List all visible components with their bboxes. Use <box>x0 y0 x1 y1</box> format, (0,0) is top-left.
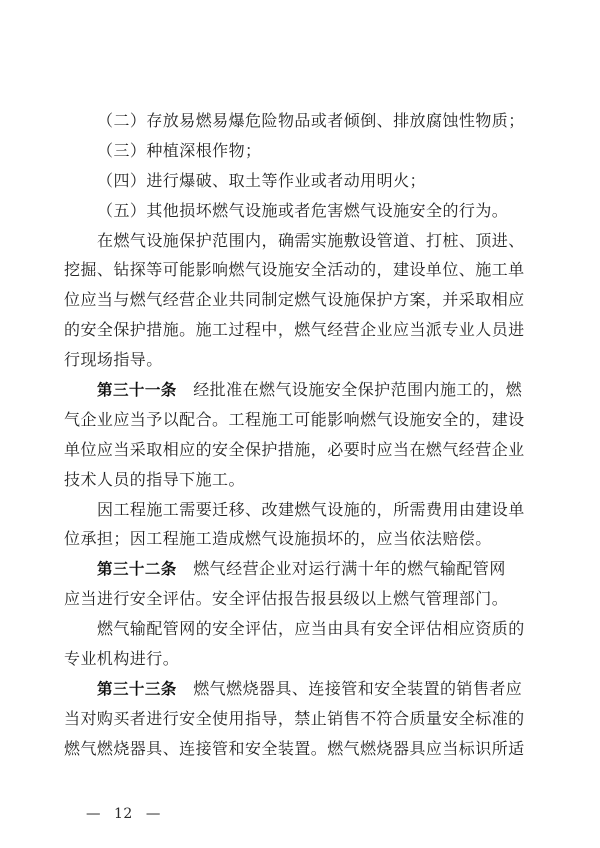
text-line <box>64 196 530 226</box>
line-text: 的安全保护措施。施工过程中，燃气经营企业应当派专业人员进 <box>64 320 525 340</box>
text-line <box>64 554 530 584</box>
text-line <box>64 584 530 614</box>
page-footer <box>86 806 161 822</box>
line-text: （四）进行爆破、取土等作业或者动用明火； <box>97 170 427 190</box>
text-line <box>64 644 530 674</box>
text-line <box>64 524 530 554</box>
line-text: 当对购买者进行安全使用指导，禁止销售不符合质量安全标准的 <box>64 708 525 728</box>
article-number-label: 第三十一条 <box>97 381 177 400</box>
line-text: 因工程施工需要迁移、改建燃气设施的，所需费用由建设单 <box>97 499 525 519</box>
line-text: 行现场指导。 <box>64 350 163 370</box>
text-line <box>64 345 530 375</box>
text-line <box>64 226 530 256</box>
text-line <box>64 465 530 495</box>
line-text: 技术人员的指导下施工。 <box>64 469 245 489</box>
page-number: 12 <box>114 806 133 822</box>
line-text: 挖掘、钻探等可能影响燃气设施安全活动的，建设单位、施工单 <box>64 260 525 280</box>
line-text: 应当进行安全评估。安全评估报告报县级以上燃气管理部门。 <box>64 589 509 609</box>
line-text: 位应当与燃气经营企业共同制定燃气设施保护方案，并采取相应 <box>64 290 525 310</box>
line-text: （三）种植深根作物； <box>97 140 262 160</box>
article-number-label: 第三十二条 <box>97 560 177 579</box>
text-line <box>64 405 530 435</box>
line-text: 位承担；因工程施工造成燃气设施损坏的，应当依法赔偿。 <box>64 529 492 549</box>
line-text: 燃气燃烧器具、连接管和安全装置。燃气燃烧器具应当标识所适 <box>64 738 525 758</box>
text-line <box>64 734 530 764</box>
text-line <box>64 704 530 734</box>
article-number-label: 第三十三条 <box>97 679 177 698</box>
line-text: 经批准在燃气设施安全保护范围内施工的，燃 <box>176 380 523 400</box>
line-text: （五）其他损坏燃气设施或者危害燃气设施安全的行为。 <box>97 200 509 220</box>
footer-dash-left: — <box>86 806 101 822</box>
text-line <box>64 106 530 136</box>
line-text: 专业机构进行。 <box>64 649 180 669</box>
text-line <box>64 166 530 196</box>
text-line <box>64 375 530 405</box>
line-text: 气企业应当予以配合。工程施工可能影响燃气设施安全的，建设 <box>64 409 525 429</box>
document-body <box>64 106 530 764</box>
line-text: 燃气经营企业对运行满十年的燃气输配管网 <box>176 559 506 579</box>
line-text: 单位应当采取相应的安全保护措施，必要时应当在燃气经营企业 <box>64 439 525 459</box>
text-line <box>64 285 530 315</box>
line-text: 在燃气设施保护范围内，确需实施敷设管道、打桩、顶进、 <box>97 230 525 250</box>
text-line <box>64 315 530 345</box>
footer-dash-right: — <box>145 806 161 822</box>
text-line <box>64 435 530 465</box>
text-line <box>64 614 530 644</box>
text-line <box>64 136 530 166</box>
text-line <box>64 495 530 525</box>
text-line <box>64 674 530 704</box>
line-text: 燃气输配管网的安全评估，应当由具有安全评估相应资质的 <box>97 619 525 639</box>
line-text: 燃气燃烧器具、连接管和安全装置的销售者应 <box>176 678 523 698</box>
line-text: （二）存放易燃易爆危险物品或者倾倒、排放腐蚀性物质； <box>97 111 525 130</box>
text-line <box>64 255 530 285</box>
